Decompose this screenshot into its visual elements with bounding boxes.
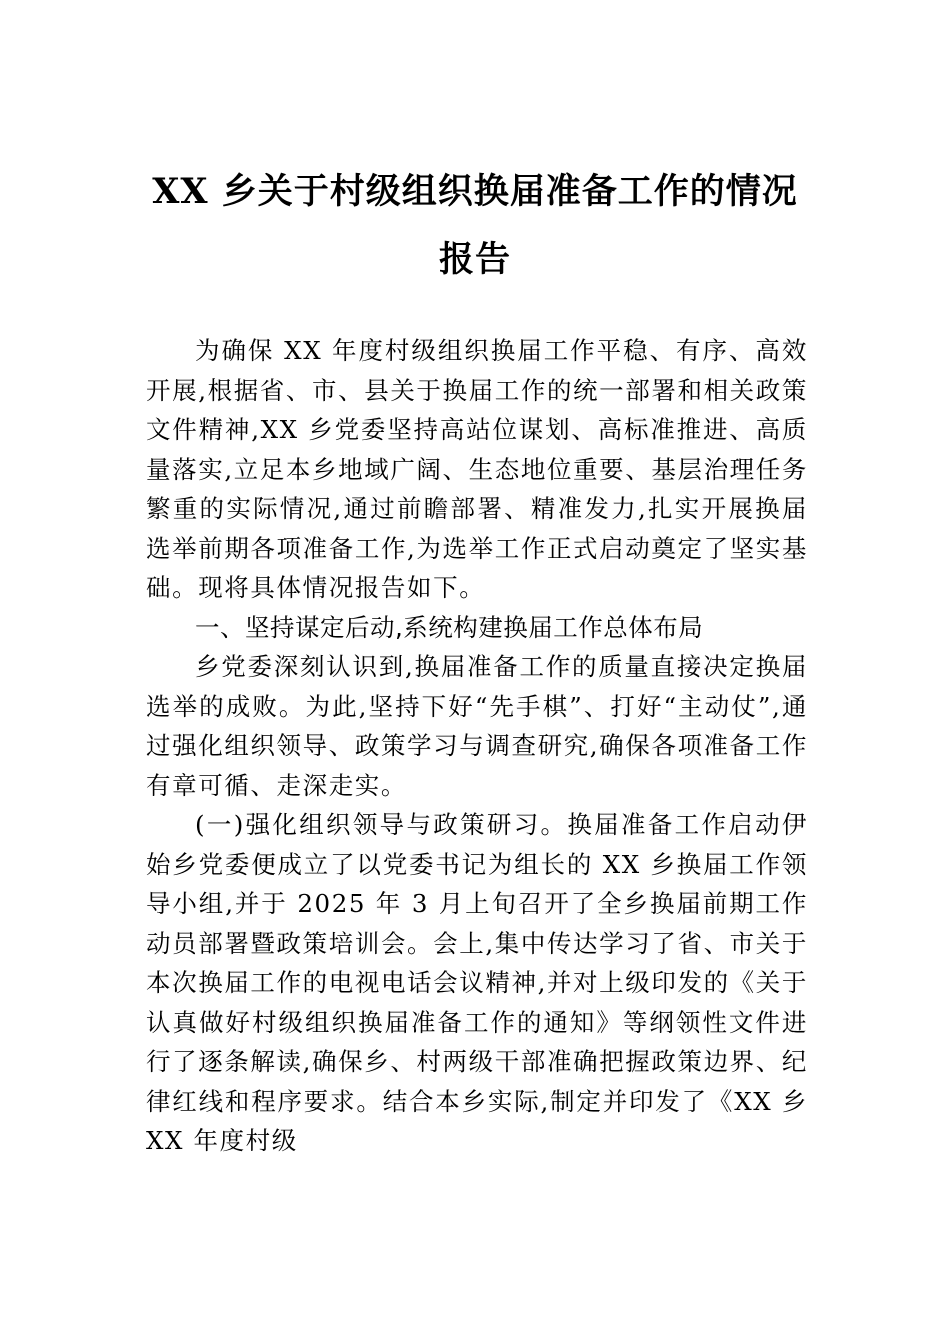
subsection-paragraph: (一)强化组织领导与政策研习。换届准备工作启动伊始乡党委便成立了以党委书记为组长的 XX 乡换届工作领导小组,并于 2025 年 3 月上旬召开了全乡换届前期工作动员部署暨政策培训会。会上,集中传达学习了省、市关于本次换届工作的电视电话会议精神,并对上级印发的《关于认真做好村级组织换届准备工作的通知》等纲领性文件进行了逐条解读,确保乡、村两级干部准确把握政策边界、纪律红线和程序要求。结合本乡实际,制定并印发了《XX 乡 XX 年度村级 [146, 810, 809, 1155]
document-title: XX 乡关于村级组织换届准备工作的情况报告 [152, 171, 798, 280]
intro-paragraph: 为确保 XX 年度村级组织换届工作平稳、有序、高效开展,根据省、市、县关于换届工作的统一部署和相关政策文件精神,XX 乡党委坚持高站位谋划、高标准推进、高质量落实,立足本乡地域广阔、生态地位重要、基层治理任务繁重的实际情况,通过前瞻部署、精准发力,扎实开展换届选举前期各项准备工作,为选举工作正式启动奠定了坚实基础。现将具体情况报告如下。 [146, 336, 808, 602]
document-body [146, 331, 808, 1161]
section-heading: 一、坚持谋定后动,系统构建换届工作总体布局 [195, 612, 704, 642]
section-paragraph: 乡党委深刻认识到,换届准备工作的质量直接决定换届选举的成败。为此,坚持下好“先手棋”、打好“主动仗”,通过强化组织领导、政策学习与调查研究,确保各项准备工作有章可循、走深走实。 [146, 652, 808, 800]
